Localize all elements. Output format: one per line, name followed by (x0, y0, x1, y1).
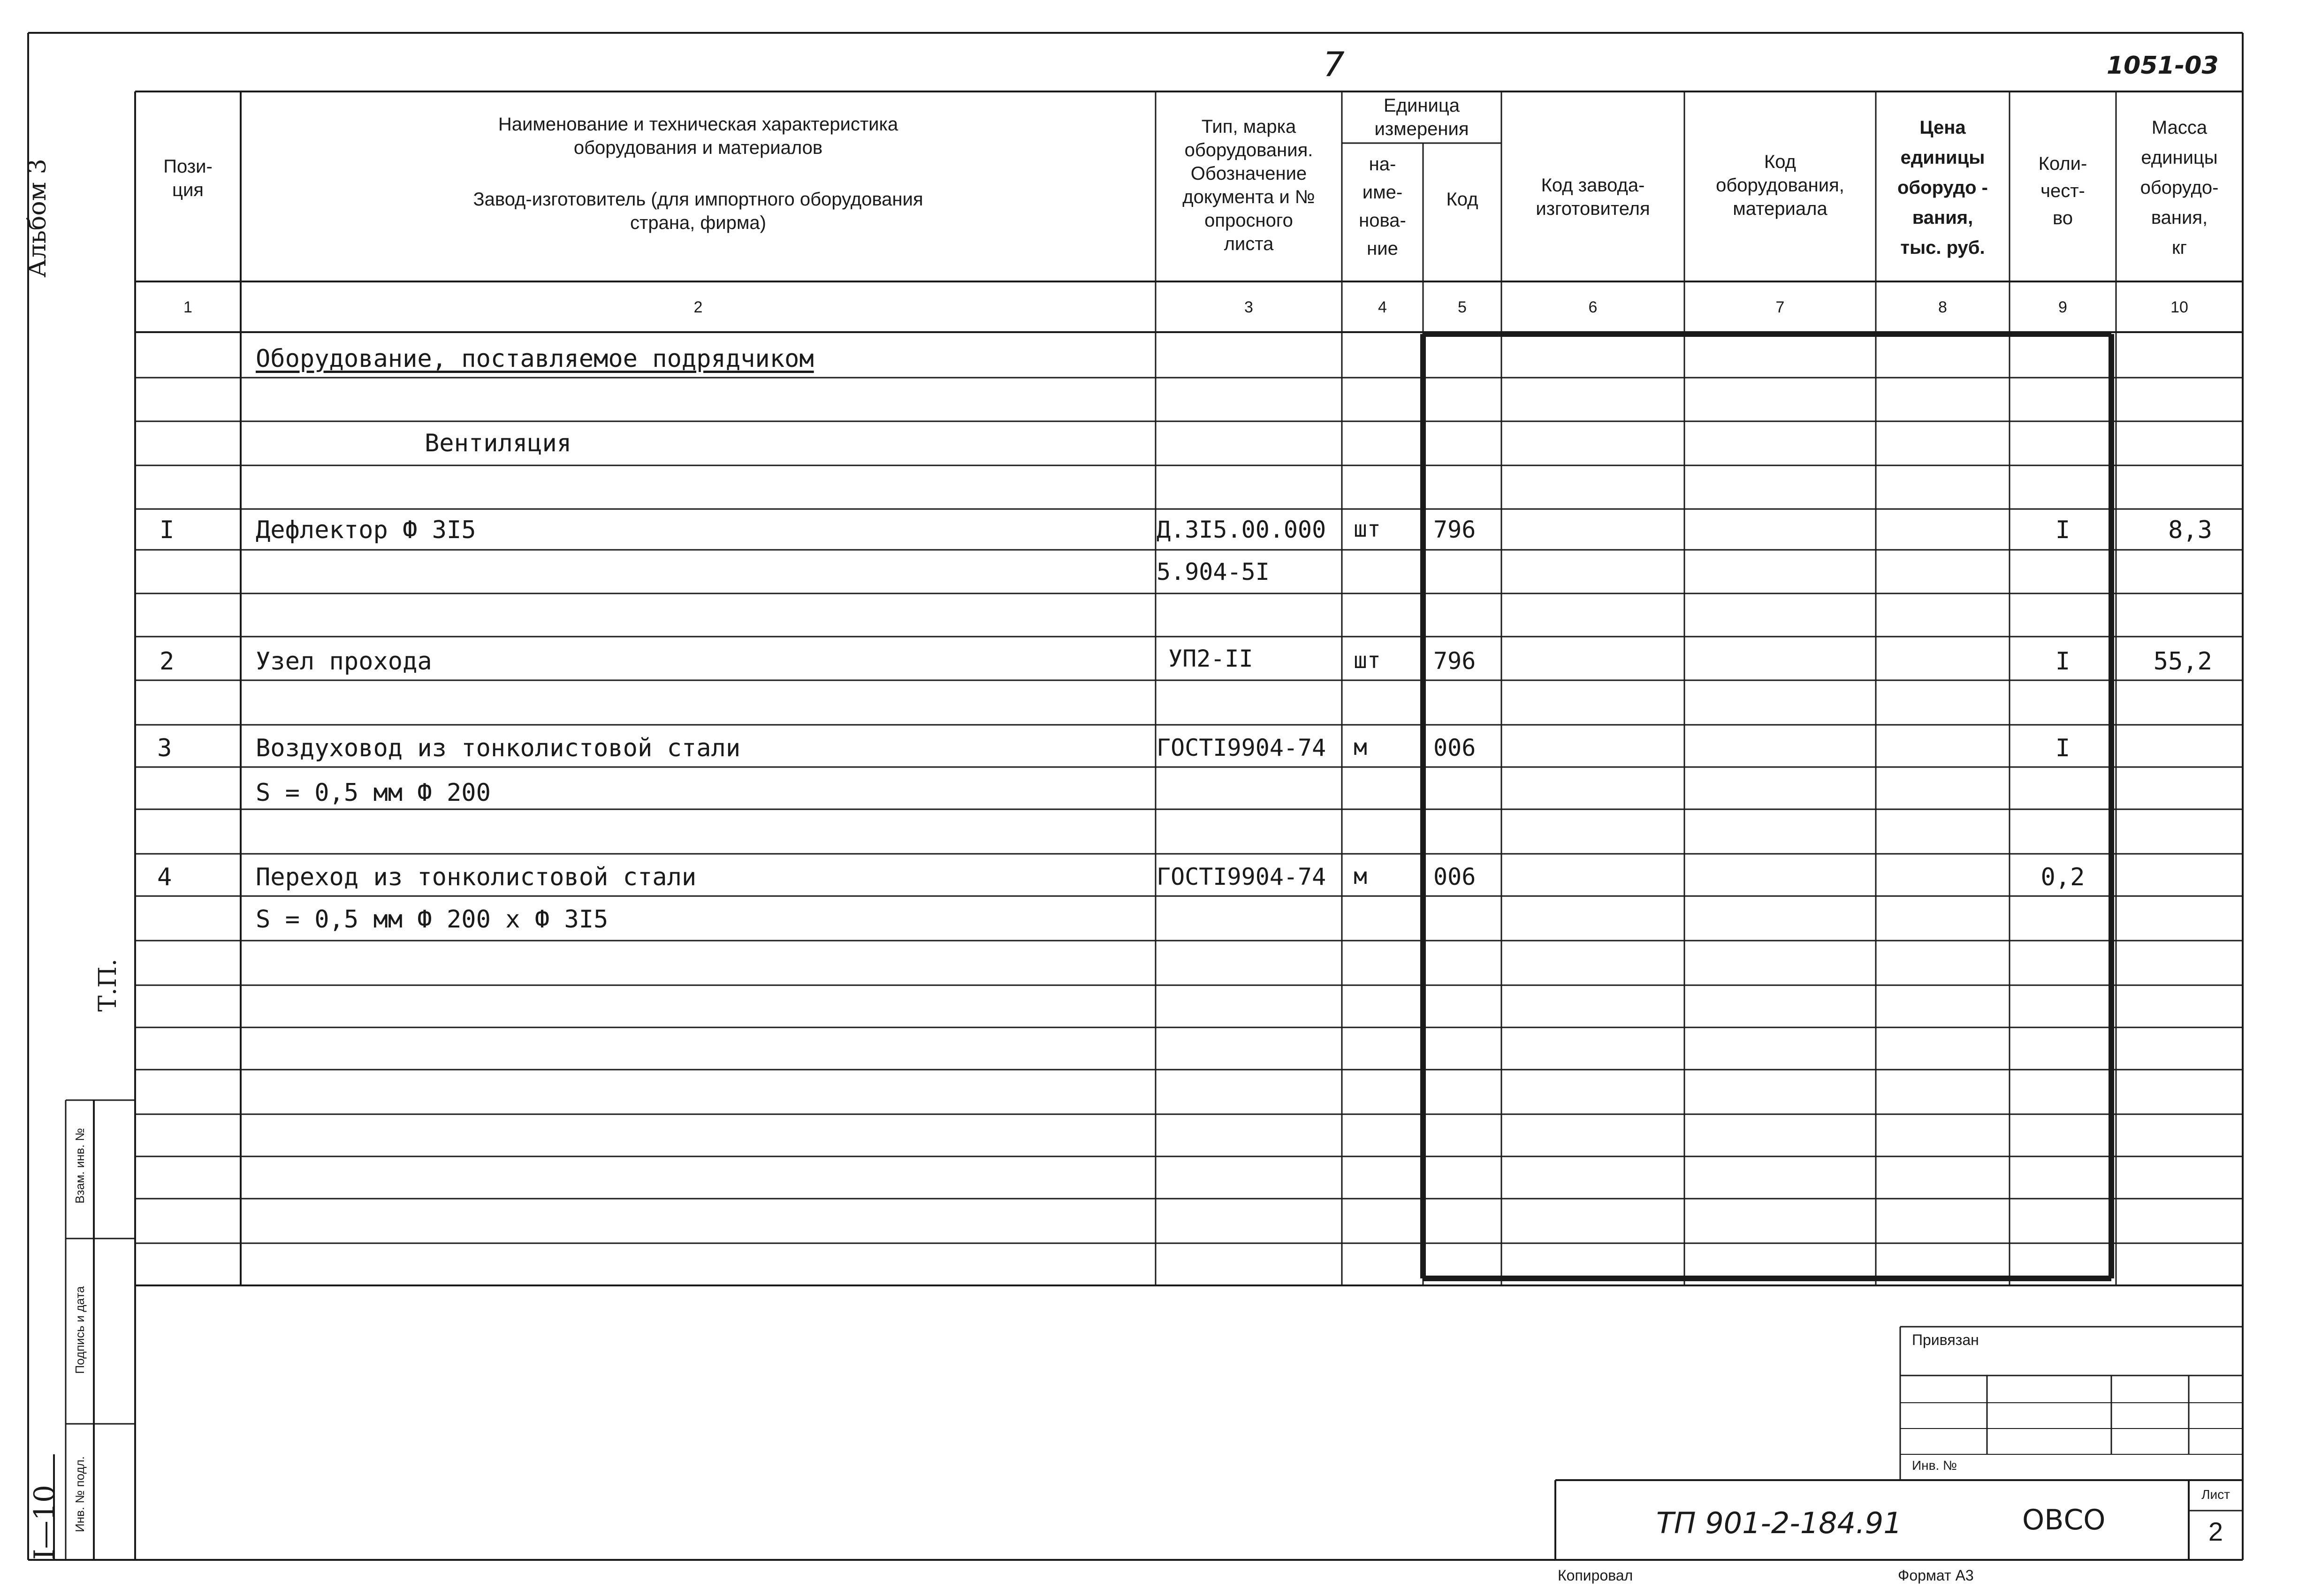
header-name: Наименование и техническая характеристика оборудования и материалов (498, 114, 898, 158)
side-tp-label: Т.П. (94, 958, 122, 1012)
item-quantity: 0,2 (2040, 863, 2085, 891)
item-unit-name: м (1354, 734, 1367, 760)
item-spec: S = 0,5 мм Ф 200 х Ф 3I5 (256, 905, 609, 934)
item-unit-code: 796 (1433, 647, 1476, 675)
stamp-privyazan: Привязан (1912, 1331, 1979, 1348)
stamp-section: ОВСО (2022, 1504, 2106, 1536)
col-number: 10 (2170, 298, 2188, 316)
header-equipment-code: Код оборудования, материала (1716, 152, 1844, 219)
side-inv-label: Инв. № подл. (73, 1456, 87, 1532)
header-unit: Единица измерения (1374, 95, 1469, 139)
item-spec: S = 0,5 мм Ф 200 (256, 779, 491, 807)
header-manufacturer: Завод-изготовитель (для импортного оборудования страна, фирма) (473, 189, 923, 233)
side-vzam-label: Взам. инв. № (73, 1128, 87, 1204)
col-number: 9 (2058, 298, 2067, 316)
header-unit-code: Код (1446, 189, 1478, 210)
stamp-inv-no: Инв. № (1912, 1458, 1957, 1473)
item-name: Дефлектор Ф 3I5 (256, 516, 476, 544)
item-position: I (160, 516, 175, 544)
stamp-list-number: 2 (2208, 1517, 2223, 1546)
col-number: 4 (1378, 298, 1387, 316)
item-position: 2 (160, 647, 175, 676)
header-quantity: Коли- чест- во (2038, 153, 2087, 228)
item-name: Переход из тонколистовой стали (256, 863, 697, 891)
header-price: Цена единицы оборудо - вания, тыс. руб. (1897, 117, 1988, 258)
col-number: 5 (1458, 298, 1467, 316)
item-unit-name: шт (1354, 647, 1381, 674)
subsection-heading: Вентиляция (425, 429, 572, 457)
stamp-document-number: ТП 901-2-184.91 (1656, 1506, 1902, 1540)
document-code: 1051-03 (2107, 52, 2219, 80)
side-sheet-ref: I—10 (28, 1484, 61, 1560)
item-quantity: I (2055, 734, 2071, 762)
col-number: 6 (1588, 298, 1598, 316)
item-type: ГОСТI9904-74 (1157, 863, 1326, 890)
item-position: 4 (157, 863, 172, 891)
item-mass: 8,3 (2168, 516, 2212, 544)
item-unit-code: 796 (1433, 516, 1476, 543)
item-name: Воздуховод из тонколистовой стали (256, 734, 741, 762)
header-mass: Масса единицы оборудо- вания, кг (2140, 117, 2219, 258)
header-position: Пози- ция (163, 156, 213, 200)
col-number: 8 (1938, 298, 1947, 316)
col-number: 2 (693, 298, 703, 316)
item-unit-name: шт (1354, 516, 1381, 542)
stamp-kopiroval: Копировал (1558, 1567, 1633, 1584)
col-number: 7 (1775, 298, 1785, 316)
header-type: Тип, марка оборудования. Обозначение документа и № опросного листа (1182, 116, 1315, 254)
item-unit-code: 006 (1433, 734, 1476, 761)
item-name: Узел прохода (256, 647, 432, 676)
item-type-doc: 5.904-5I (1157, 558, 1270, 585)
item-type: ГОСТI9904-74 (1157, 734, 1326, 761)
header-unit-name: на- име- нова- ние (1359, 154, 1406, 259)
item-quantity: I (2055, 647, 2071, 676)
item-quantity: I (2055, 516, 2071, 544)
col-number: 3 (1244, 298, 1253, 316)
side-podpis-label: Подпись и дата (73, 1286, 87, 1374)
side-album-label: Альбом 3 (23, 159, 52, 278)
page-number: 7 (1323, 45, 1345, 84)
item-type: УП2-II (1168, 645, 1253, 672)
stamp-format: Формат А3 (1898, 1567, 1974, 1584)
item-position: 3 (157, 734, 172, 762)
item-unit-name: м (1354, 863, 1367, 889)
item-mass: 55,2 (2153, 647, 2212, 676)
section-heading: Оборудование, поставляемое подрядчиком (256, 345, 814, 373)
item-unit-code: 006 (1433, 863, 1476, 890)
stamp-list-label: Лист (2201, 1487, 2230, 1502)
col-number: 1 (183, 298, 192, 316)
header-plant-code: Код завода- изготовителя (1536, 175, 1650, 219)
item-type: Д.3I5.00.000 (1157, 516, 1326, 543)
